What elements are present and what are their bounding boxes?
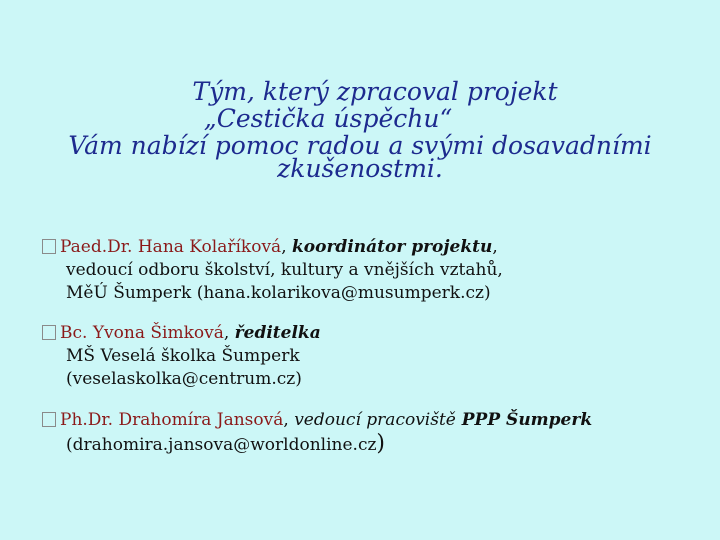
- separator: ,: [283, 410, 295, 430]
- heading: [0, 78, 720, 182]
- heading-line-3: Vám nabízí pomoc radou a svými dosavadními: [68, 131, 652, 160]
- checkbox-square-icon: [42, 325, 56, 340]
- member-detail: MŠ Veselá školka Šumperk: [66, 346, 300, 366]
- member-role: ředitelka: [234, 323, 321, 343]
- member-detail: MěÚ Šumperk (hana.kolarikova@musumperk.cz): [66, 283, 491, 303]
- trailing-comma: ,: [492, 237, 498, 257]
- closing-paren: ): [376, 431, 386, 456]
- team-member-entry: [42, 409, 702, 457]
- member-role-part: vedoucí pracoviště: [294, 410, 456, 430]
- heading-line-2: „Cestička úspěchu“: [203, 104, 453, 133]
- checkbox-square-icon: [42, 239, 56, 254]
- member-name: Paed.Dr. Hana Kolaříková: [60, 237, 282, 257]
- member-role: koordinátor projektu: [292, 237, 493, 257]
- member-role: [294, 410, 592, 430]
- separator: ,: [281, 237, 293, 257]
- team-member-entry: [42, 236, 702, 305]
- member-detail: vedoucí odboru školství, kultury a vnějších vztahů,: [66, 260, 503, 280]
- member-name: Ph.Dr. Drahomíra Jansová: [60, 410, 284, 430]
- heading-line-4: zkušenostmi.: [277, 154, 443, 183]
- heading-line-1: Tým, který zpracoval projekt: [192, 77, 558, 106]
- member-role-part: PPP Šumperk: [455, 410, 593, 430]
- checkbox-square-icon: [42, 412, 56, 427]
- separator: ,: [223, 323, 235, 343]
- member-detail: [42, 432, 702, 457]
- member-name: Bc. Yvona Šimková: [60, 323, 224, 343]
- member-email: (drahomira.jansova@worldonline.cz: [66, 435, 377, 455]
- team-member-entry: [42, 322, 702, 391]
- member-detail: (veselaskolka@centrum.cz): [66, 369, 302, 389]
